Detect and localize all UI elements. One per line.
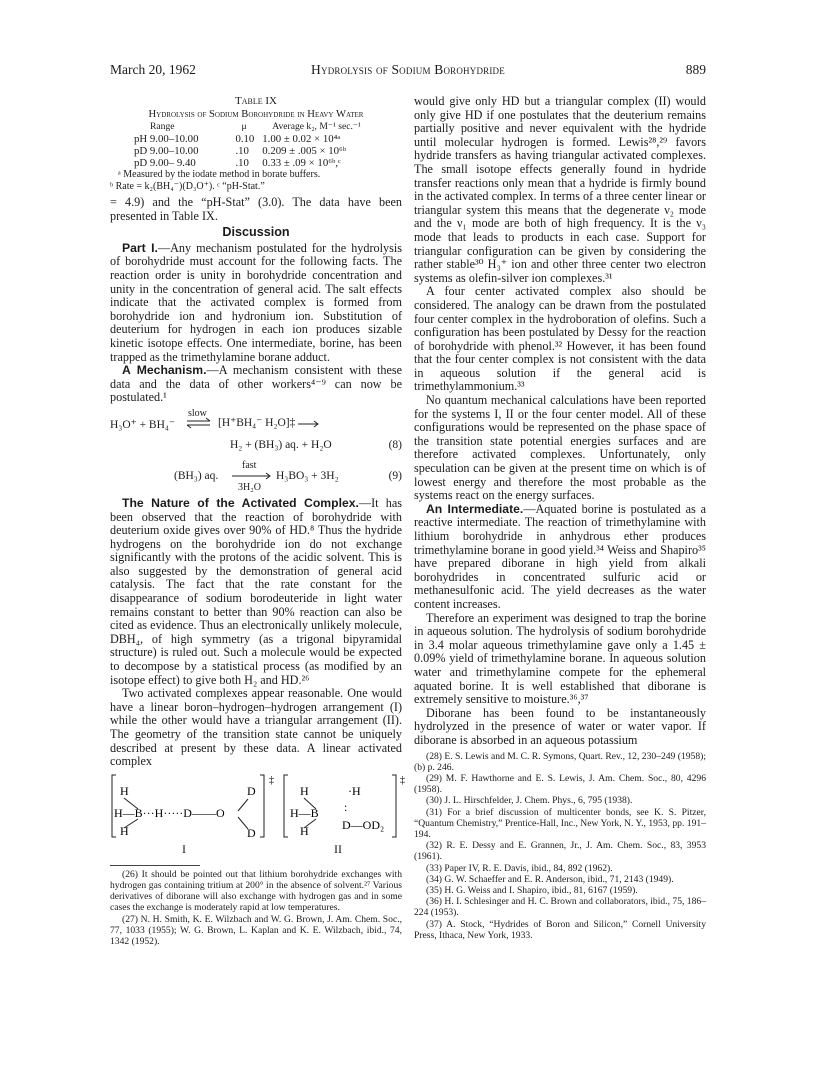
eq9-lhs: (BH₃) aq.: [174, 469, 219, 482]
table-cell: 0.33 ± .09 × 10⁶ᵇ,ᶜ: [262, 157, 341, 169]
footnote-rule: [110, 865, 200, 866]
paragraph-intermediate: [414, 503, 706, 612]
footnote: (30) J. L. Hirschfelder, J. Chem. Phys., 6, 795 (1938).: [426, 795, 633, 807]
footnote: (37) A. Stock, “Hydrides of Boron and Silicon,” Cornell University Press, Ithaca, New York, 1933.: [414, 918, 706, 941]
paragraph: A four center activated complex also should be considered. The analogy can be drawn from the postulated four center complex in the hydroboration of olefins. Such a configuration has been postulated by Dessy for the reaction of borohydride with phenol.³² However, it has been found that the four center complex is not consistent with the data in aqueous solution if the general acid is trimethylammonium.³³: [414, 284, 706, 394]
table-cell: 1.00 ± 0.02 × 10⁴ᵃ: [262, 133, 341, 145]
table-label: Table IX: [235, 95, 277, 107]
table-cell: .10: [235, 157, 249, 169]
structure-II-label: II: [334, 841, 342, 856]
footnote: (33) Paper IV, R. E. Davis, ibid., 84, 892 (1962).: [426, 862, 613, 874]
eq8-lhs: H₃O⁺ + BH₄⁻: [110, 418, 175, 431]
eq9-arrow-top: fast: [242, 459, 257, 471]
svg-text::: :: [344, 799, 348, 814]
section-heading-discussion: Discussion: [222, 225, 290, 240]
paragraph: = 4.9) and the “pH-Stat” (3.0). The data have been presented in Table IX.: [110, 195, 402, 223]
footnotes-right: [414, 751, 706, 941]
table-header-k2: Average k₂, M⁻¹ sec.⁻¹: [272, 121, 361, 132]
paragraph: Therefore an experiment was designed to trap the borine in aqueous solution. The hydrolysis of sodium borohydride in 3.4 molar aqueous trimethylamine gave only a 1.45 ± 0.09% yield of trimethylamine borane. In aqueous solution water and trimethylamine compete for the ephemeral aquated borine. It is well established that diborane is extremely sensitive to moisture.³⁶,³⁷: [414, 610, 706, 707]
table-header-range: Range: [150, 121, 175, 132]
eq8-number: (8): [388, 438, 402, 451]
footnote: (28) E. S. Lewis and M. C. R. Symons, Quart. Rev., 12, 230–249 (1958); (b) p. 246.: [414, 750, 706, 773]
eq9-number: (9): [388, 469, 402, 482]
arrow-right-icon: [298, 420, 320, 428]
svg-text:‡: ‡: [269, 774, 274, 786]
table-cell: 0.209 ± .005 × 10⁶ᵇ: [262, 145, 347, 157]
run-in-heading: An Intermediate.: [426, 501, 524, 516]
paragraph-text: —A mechanism consistent with these data and the data of other workers⁴⁻⁹ can now be postulated.¹: [110, 363, 403, 405]
table-cell: pD 9.00–10.00: [134, 145, 199, 157]
eq9-arrow-bottom: 3H₂O: [238, 481, 261, 493]
svg-text:D: D: [247, 783, 256, 798]
table-row: [110, 145, 402, 157]
table-header-mu: μ: [241, 121, 247, 132]
run-in-heading: The Nature of the Activated Complex.: [122, 495, 359, 510]
paragraph-nature: [110, 497, 402, 687]
table-cell: 0.10: [235, 133, 255, 145]
structure-diagram: [110, 773, 405, 859]
paragraph: No quantum mechanical calculations have been reported for the systems I, II or the four center model. All of these configurations would be represented on the phase space of the transition state potential energies surfaces and are therefore activated complexes. Unfortunately, only speculation can be given at the present time on which is of lowest energy and therefore the most probable as the systems react on the energy surfaces.: [414, 393, 706, 503]
activated-complex-structures: [110, 773, 405, 861]
paragraph-text: —It has been observed that the reaction of borohydride with deuterium oxide gives over 90% of HD.⁸ Thus the hydride hydrogens on the borohydride ion do not exchange significantly with the protons of the acidic solvent. This is also suggested by the demonstration of general acid catalysis. The fact that the rate constant for the disappearance of sodium borodeuteride in light water remains constant to better than 90% reaction can also be cited as evidence. Thus an electronically unlikely molecule, DBH₄, of high symmetry (as a trigonal bipyramidal structure) is ruled out. Such a molecule would be expected to decompose by a statistical process (as modified by an isotope effect) to give both H₂ and HD.²⁶: [110, 495, 402, 687]
footnote: (36) H. I. Schlesinger and H. C. Brown and collaborators, ibid., 75, 186–224 (1953).: [414, 896, 706, 919]
header-title: Hydrolysis of Sodium Borohydride: [311, 62, 505, 77]
eq8-arrow-label: slow: [188, 407, 207, 419]
table-cell: pH 9.00–10.00: [134, 133, 199, 145]
svg-text:H—B···H·····D——O: H—B···H·····D——O: [114, 805, 225, 820]
paragraph-text: —Aquated borine is postulated as a reactive intermediate. The reaction of trimethylamine with lithium borohydride in anhydrous ether produces trimethylamine borane in good yield.³⁴ Weiss and Shapiro³⁵ have prepared diborane in high yield from alkali borohydrides in concentrated sulfuric acid or methanesulfonic acid. The yield decreases as the water content increases.: [414, 501, 706, 611]
footnote: (27) N. H. Smith, K. E. Wilzbach and W. G. Brown, J. Am. Chem. Soc., 77, 1033 (1955); W. G. Brown, L. Kaplan and K. E. Wilzbach, ibid., 74, 1342 (1952).: [110, 913, 402, 947]
svg-text:D—OD₂: D—OD₂: [342, 817, 385, 832]
svg-text:‡: ‡: [400, 774, 405, 786]
equilibrium-arrow-icon: [186, 418, 212, 428]
run-in-heading: A Mechanism.: [122, 363, 207, 378]
table-header-row: [110, 121, 402, 133]
svg-text:H: H: [120, 783, 129, 798]
footnotes-left: [110, 869, 402, 947]
equation-8: [110, 407, 402, 457]
eq8-complex: [H⁺BH₄⁻ H₂O]‡: [218, 416, 296, 429]
left-column: [110, 95, 405, 947]
table-cell: .10: [235, 145, 249, 157]
table-caption: Hydrolysis of Sodium Borohydride in Heavy Water: [148, 109, 364, 120]
run-in-heading: Part I.: [122, 240, 158, 255]
footnote: (31) For a brief discussion of multicenter bonds, see K. S. Pitzer, “Quantum Chemistry,” Prentice-Hall, Inc., New York, N. Y., 1953, pp. 191–194.: [414, 806, 706, 840]
structure-I-label: I: [182, 841, 186, 856]
table-cell: pD 9.00– 9.40: [134, 157, 196, 169]
paragraph-text: —Any mechanism postulated for the hydrolysis of borohydride must account for the following facts. The reaction order is unity in borohydride concentration and unity in the concentration of general acid. The salt effects indicate that the activated complex is formed from borohydride ion and hydronium ion. Substitution of deuterium for hydrogen in each ion produces sizable kinetic isotope effects. One intermediate, borine, has been trapped as the trimethylamine borane adduct.: [110, 240, 402, 364]
svg-text:H: H: [300, 823, 309, 838]
right-column: [414, 95, 706, 941]
svg-text:D: D: [247, 825, 256, 840]
equation-9: [110, 459, 402, 495]
page-number: 889: [685, 62, 706, 77]
paragraph: would give only HD but a triangular complex (II) would only give HD if one postulates that the deuterium remains partially positive and never equivalent with the hydride until molecular hydrogen is formed. Lewis²⁸,²⁹ favors hydride transfers as having triangular activated complexes. The small isotope effects generally found in hydride transfer reactions only mean that a hydride is firmly bound in the activated complex. In terms of a three center linear or triangular system this means that the degenerate ν₂ mode and the ν₁ mode are both of high frequency. It is the ν₃ mode that leads to products in each case. Support for triangular configuration can be given by considering the rather stable³⁰ H₃⁺ ion and other three center two electron systems as olefin-silver ion complexes.³¹: [414, 94, 706, 285]
footnote: (32) R. E. Dessy and E. Grannen, Jr., J. Am. Chem. Soc., 83, 3953 (1961).: [414, 840, 706, 863]
table-note-a: ᵃ Measured by the iodate method in borate buffers.: [118, 169, 321, 180]
arrow-right-icon: [232, 472, 272, 480]
running-header: [110, 62, 706, 80]
paragraph-part1: [110, 242, 402, 364]
footnote: (29) M. F. Hawthorne and E. S. Lewis, J. Am. Chem. Soc., 80, 4296 (1958).: [414, 772, 706, 796]
svg-text:H: H: [120, 823, 129, 838]
table-row: [110, 157, 402, 169]
svg-text:H: H: [300, 783, 309, 798]
eq8-rhs: H₂ + (BH₃) aq. + H₂O: [230, 438, 332, 451]
eq9-rhs: H₃BO₃ + 3H₂: [276, 469, 339, 482]
svg-text:·H: ·H: [348, 783, 361, 798]
svg-text:H—B: H—B: [290, 805, 319, 820]
paragraph: Two activated complexes appear reasonable. One would have a linear boron–hydrogen–hydrogen arrangement (I) while the other would have a triangular arrangement (II). The geometry of the transition state cannot be uniquely described at present by these data. A linear activated complex: [110, 686, 402, 769]
table-note-bc: ᵇ Rate = k₂(BH₄⁻)(D₃O⁺). ᶜ “pH-Stat.”: [110, 180, 265, 192]
paragraph-mechanism: [110, 364, 402, 405]
footnote: (26) It should be pointed out that lithium borohydride exchanges with hydrogen gas containing tritium at 200° in the absence of solvent.²⁷ Various derivatives of diborane will also exchange with hydrogen gas and in some cases the exchange is moderately rapid at low temperatures.: [110, 868, 402, 914]
footnote: (34) G. W. Schaeffer and E. R. Anderson, ibid., 71, 2143 (1949).: [426, 873, 674, 885]
header-date: March 20, 1962: [110, 62, 196, 77]
data-table: [110, 121, 402, 169]
footnote: (35) H. G. Weiss and I. Shapiro, ibid., 81, 6167 (1959).: [426, 884, 638, 896]
table-row: [110, 133, 402, 145]
paragraph: Diborane has been found to be instantaneously hydrolyzed in the presence of water or water vapor. If diborane is absorbed in an aqueous potassium: [414, 705, 706, 747]
